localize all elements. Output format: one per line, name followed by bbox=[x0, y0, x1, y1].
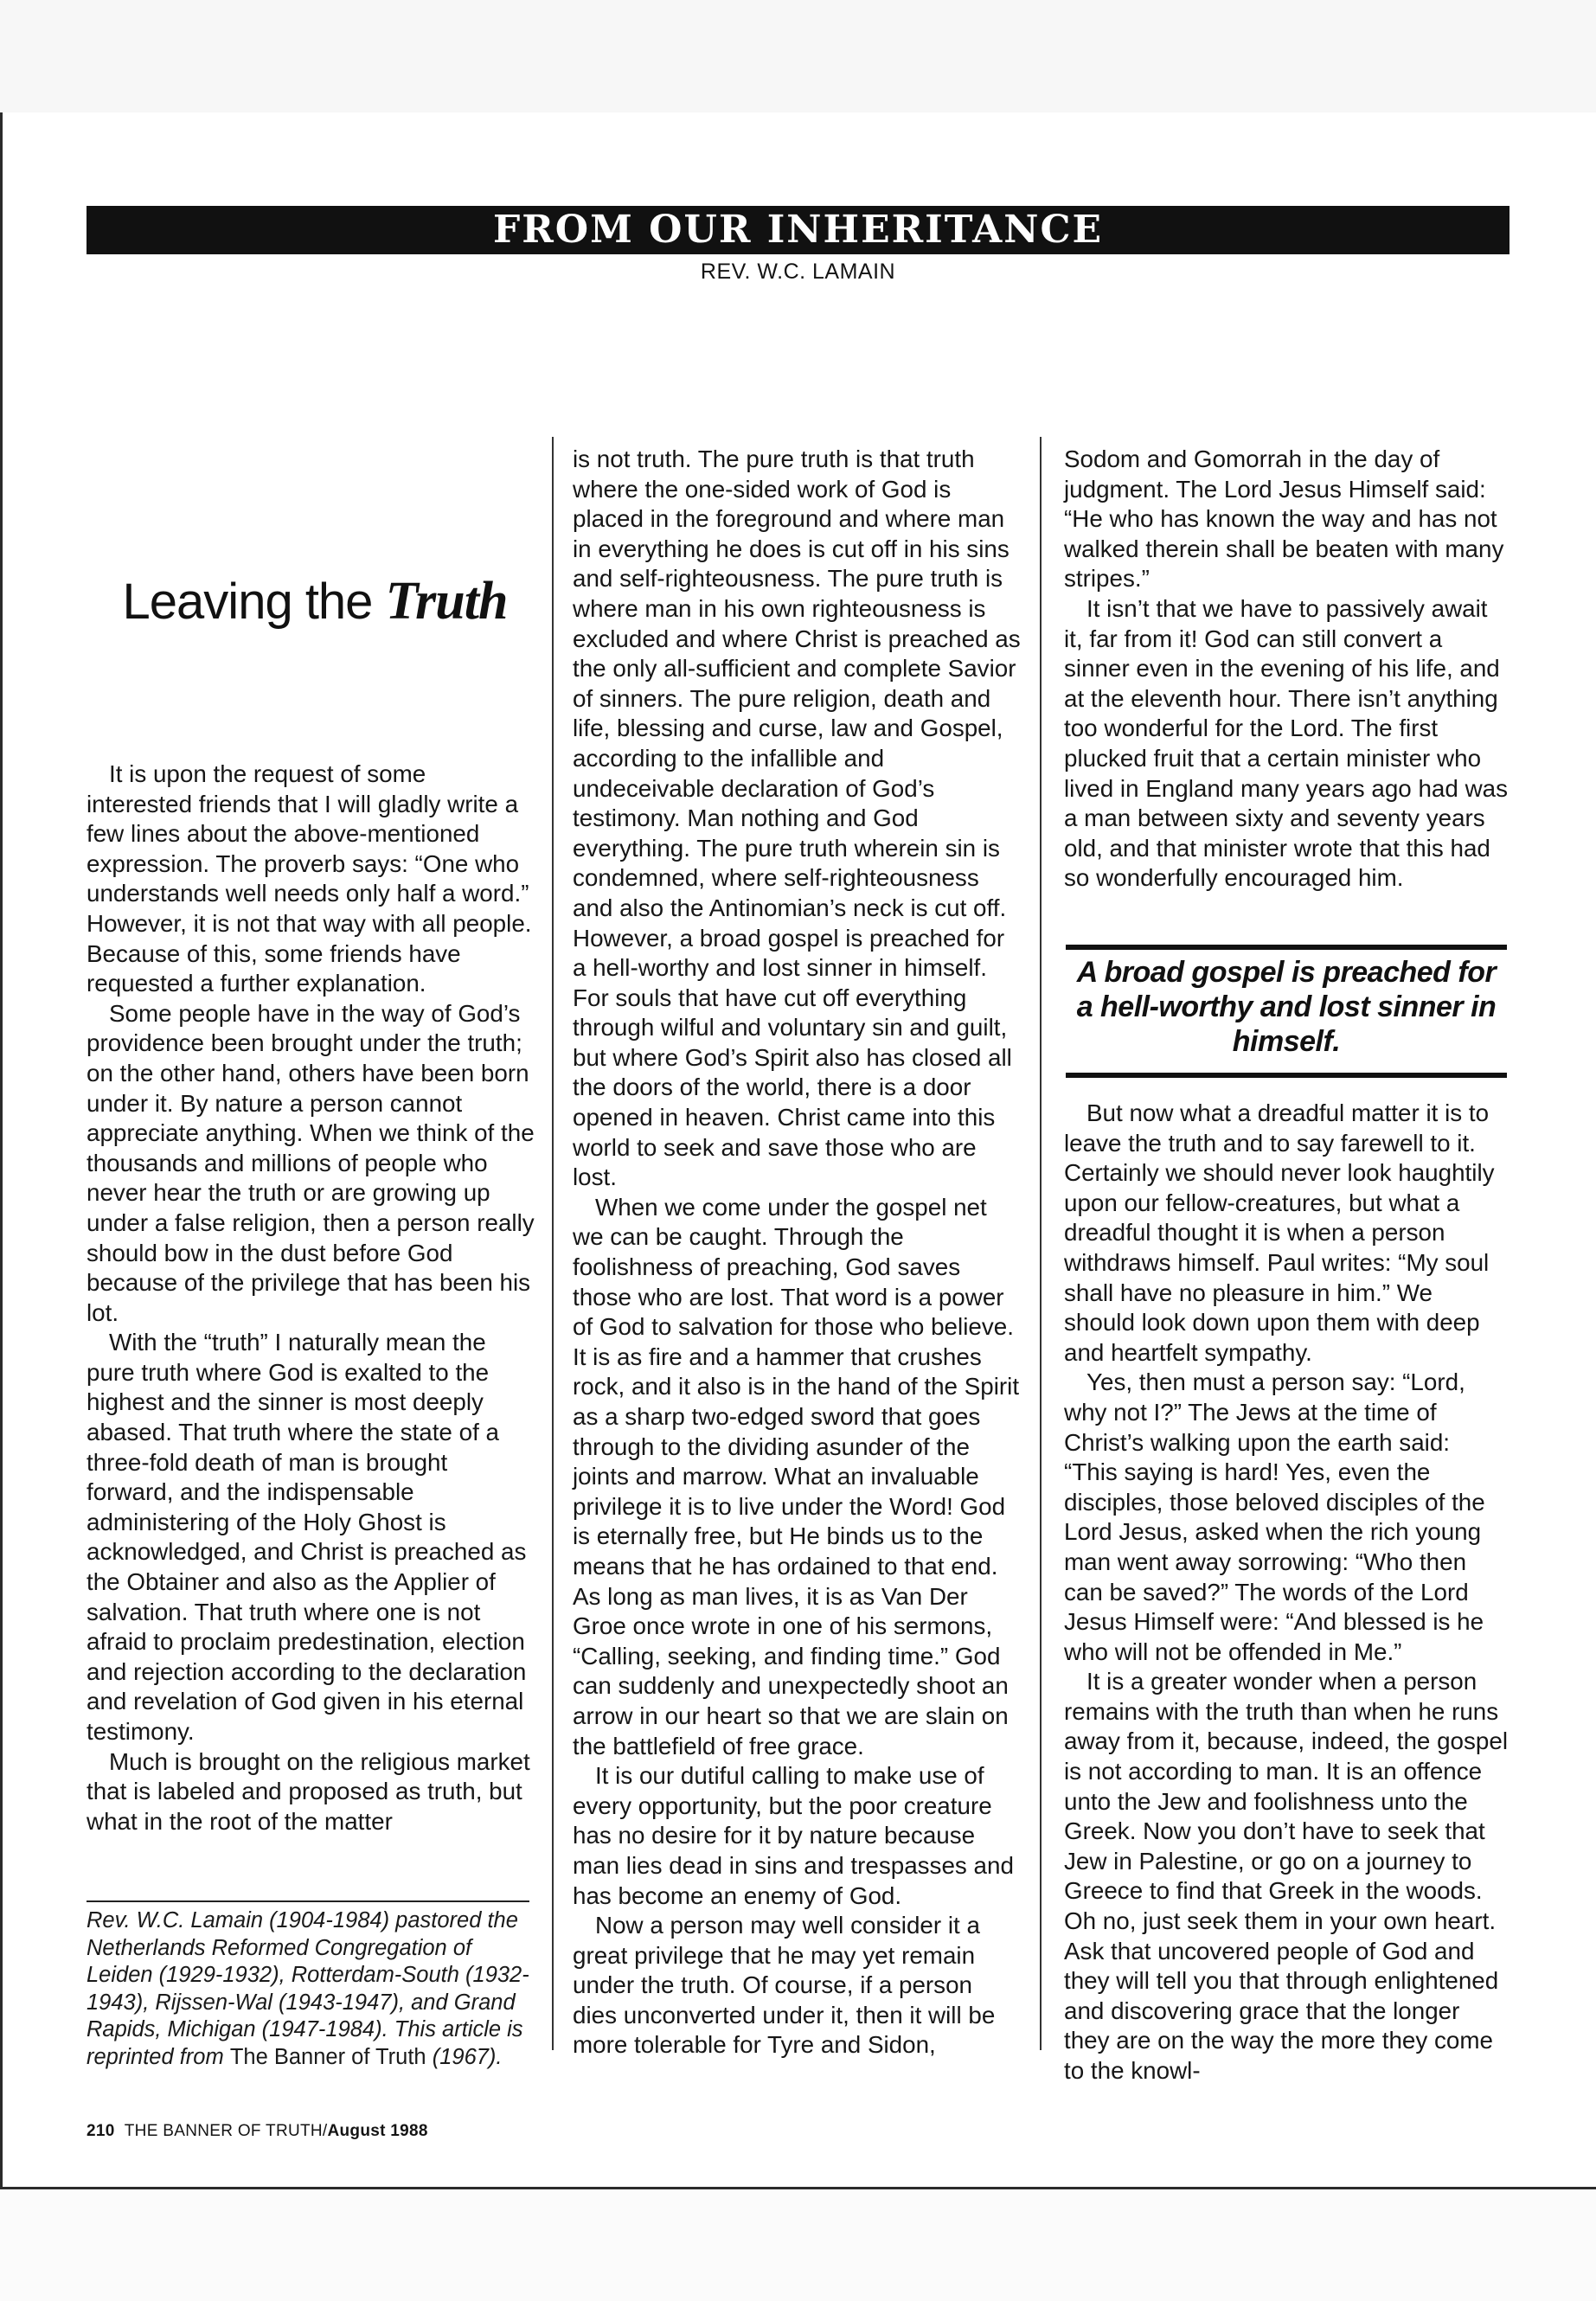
author-byline: REV. W.C. LAMAIN bbox=[700, 260, 896, 284]
paragraph: Sodom and Gomorrah in the day of judgment. The Lord Jesus Himself said: “He who has known the way and has not walked therein shall be beaten with many stripes.” bbox=[1064, 445, 1504, 593]
paragraph: With the “truth” I naturally mean the pure truth where God is exalted to the highest and the sinner is most deeply abased. That truth where the state of a three-fold death of man is brought forward, and the indispensable administering of the Holy Ghost is acknowledged, and Christ is preached as the Obtainer and also as the Applier of salvation. That truth where one is not afraid to proclaim predestination, election and rejection according to the declaration and revelation of God given in his eternal testimony. bbox=[87, 1329, 527, 1745]
issue-date: August 1988 bbox=[327, 2122, 428, 2140]
scan-bottom-margin bbox=[0, 2189, 1596, 2301]
pullquote-rule-top bbox=[1066, 945, 1507, 950]
title-accent: Truth bbox=[385, 572, 508, 631]
footnote-text: Rev. W.C. Lamain (1904-1984) pastored the Netherlands Reformed Congregation of Leiden (1929-1932), Rotterdam-South (1932-1943), Rijssen-Wal (1943-1947), and Grand Rapids, Michigan (1947-1984). This article is reprinted from bbox=[87, 1908, 529, 2069]
paragraph: Some people have in the way of God’s providence been brought under the truth; on the other hand, others have been born under it. By nature a person cannot appreciate anything. When we think of the thousands and millions of people who never hear the truth or are growing up under a false religion, then a person really should bow in the dust before God because of the privilege that has been his lot. bbox=[87, 999, 535, 1326]
footnote-year: (1967). bbox=[426, 2044, 503, 2069]
paragraph: When we come under the gospel net we can be caught. Through the foolishness of preaching, God saves those who are lost. That word is a power of God to salvation for those who believe. It is as fire and a hammer that crushes rock, and it also is in the hand of the Spirit as a sharp two-edged sword that goes through to the dividing asunder of the joints and marrow. What an invaluable privilege it is to live under the Word! God is eternally free, but He binds us to the means that he has ordained to that end. As long as man lives, it is as Van Der Groe once wrote in one of his sermons, “Calling, seeking, and finding time.” God can suddenly and unexpectedly shoot an arrow in our heart so that we are slain on the battlefield of free grace. bbox=[573, 1193, 1020, 1759]
column-divider bbox=[552, 437, 554, 2050]
paragraph: But now what a dreadful matter it is to leave the truth and to say farewell to it. Certainly we should never look haughtily upon our fellow-creatures, but what a dreadful thought it is when a person withdraws himself. Paul writes: “My soul shall have no pleasure in him.” We should look down upon them with deep and heartfelt sympathy. bbox=[1064, 1099, 1495, 1366]
scan-top-margin bbox=[0, 0, 1596, 112]
column-1 bbox=[87, 760, 536, 1836]
column-2 bbox=[573, 445, 1021, 2061]
footnote-source: The Banner of Truth bbox=[229, 2044, 426, 2069]
pullquote: A broad gospel is preached for a hell-worthy and lost sinner in himself. bbox=[1076, 956, 1497, 1058]
pullquote-rule-bottom bbox=[1066, 1073, 1507, 1078]
paragraph: is not truth. The pure truth is that truth where the one-sided work of God is placed in the foreground and where man in everything he does is cut off in his sins and self-righteousness. The pure truth is where man in his own righteousness is excluded and where Christ is preached as the only all-sufficient and complete Savior of sinners. The pure religion, death and life, blessing and curse, law and Gospel, according to the infallible and undeceivable declaration of God’s testimony. Man nothing and God everything. The pure truth wherein sin is condemned, where self-righteousness and also the Antinomian’s neck is cut off. However, a broad gospel is preached for a hell-worthy and lost sinner in himself. For souls that have cut off everything through wilful and voluntary sin and guilt, but where God’s Spirit also has closed all the doors of the world, there is a door opened in heaven. Christ came into this world to seek and save those who are lost. bbox=[573, 445, 1021, 1191]
section-banner: FROM OUR INHERITANCE bbox=[87, 206, 1509, 254]
column-3-bottom bbox=[1064, 1099, 1509, 2086]
paragraph: It isn’t that we have to passively await it, far from it! God can still convert a sinner even in the evening of his life, and at the eleventh hour. There isn’t anything too wonderful for the Lord. The first plucked fruit that a certain minister who lived in England many years ago had was a man between sixty and seventy years old, and that minister wrote that this had so wonderfully encouraged him. bbox=[1064, 594, 1509, 892]
paragraph: Much is brought on the religious market that is labeled and proposed as truth, but what in the root of the matter bbox=[87, 1747, 530, 1835]
footnote-divider bbox=[87, 1900, 529, 1902]
page-number: 210 bbox=[87, 2122, 115, 2140]
scan-edge-line bbox=[0, 112, 3, 2189]
author-footnote bbox=[87, 1907, 536, 2071]
article-title bbox=[87, 571, 543, 632]
paragraph: It is upon the request of some interested friends that I will gladly write a few lines about the above-mentioned expression. The proverb says: “One who understands well needs only half a word.” However, it is not that way with all people. Because of this, some friends have requested a further explanation. bbox=[87, 760, 532, 997]
column-3-top bbox=[1064, 445, 1509, 894]
paragraph: It is a greater wonder when a person remains with the truth than when he runs away from it, because, indeed, the gospel is not according to man. It is an offence unto the Jew and foolishness unto the Greek. Now you don’t have to seek that Jew in Palestine, or go on a journey to Greece to find that Greek in the woods. Oh no, just seek them in your own heart. Ask that uncovered people of God and they will tell you that through enlightened and discovering grace that the longer they are on the way the more they come to the knowl- bbox=[1064, 1668, 1509, 2084]
page-footer bbox=[87, 2122, 428, 2141]
publication-name: THE BANNER OF TRUTH/ bbox=[124, 2122, 328, 2140]
paragraph: It is our dutiful calling to make use of every opportunity, but the poor creature has no desire for it by nature because man lies dead in sins and trespasses and has become an enemy of God. bbox=[573, 1762, 1014, 1909]
column-divider bbox=[1040, 437, 1042, 2050]
paragraph: Yes, then must a person say: “Lord, why not I?” The Jews at the time of Christ’s walking upon the earth said: “This saying is hard! Yes, even the disciples, those beloved disciples of the Lord Jesus, asked when the rich young man went away sorrowing: “Who then can be saved?” The words of the Lord Jesus Himself were: “And blessed is he who will not be offended in Me.” bbox=[1064, 1368, 1485, 1665]
title-main: Leaving the bbox=[122, 574, 386, 630]
paragraph: Now a person may well consider it a great privilege that he may yet remain under the truth. Of course, if a person dies unconverted under it, then it will be more tolerable for Tyre and Sidon, bbox=[573, 1912, 996, 2059]
